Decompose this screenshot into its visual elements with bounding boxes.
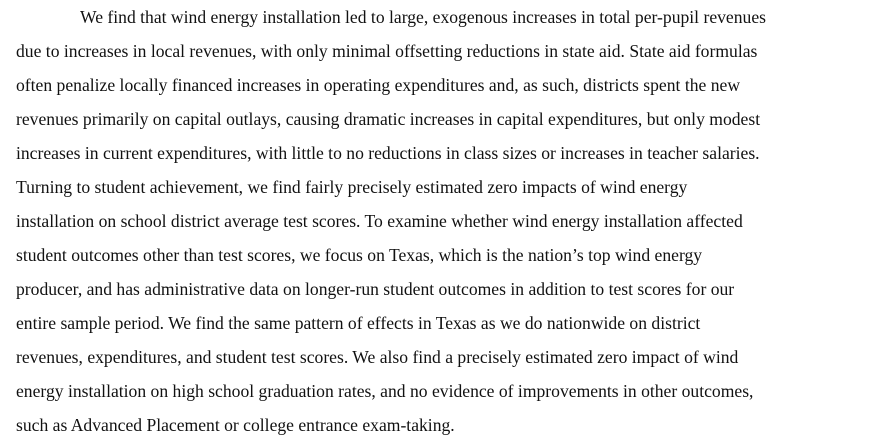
text-line: entire sample period. We find the same pattern of effects in Texas as we do nationwide on district [16, 313, 701, 333]
text-line: such as Advanced Placement or college entrance exam-taking. [16, 415, 455, 435]
text-line: student outcomes other than test scores, we focus on Texas, which is the nation’s top wind energy [16, 245, 703, 265]
text-line: revenues primarily on capital outlays, causing dramatic increases in capital expenditures, but only modest [16, 109, 761, 129]
text-line: energy installation on high school graduation rates, and no evidence of improvements in other outcomes, [16, 381, 754, 401]
text-line: revenues, expenditures, and student test scores. We also find a precisely estimated zero impact of wind [16, 347, 739, 367]
text-line: Turning to student achievement, we find fairly precisely estimated zero impacts of wind energy [16, 177, 688, 197]
text-line: due to increases in local revenues, with only minimal offsetting reductions in state aid. State aid formulas [16, 41, 758, 61]
text-line: often penalize locally financed increases in operating expenditures and, as such, districts spent the new [16, 75, 741, 95]
text-line: increases in current expenditures, with little to no reductions in class sizes or increases in teacher salaries. [16, 143, 760, 163]
text-line: installation on school district average test scores. To examine whether wind energy installation affected [16, 211, 743, 231]
text-line: We find that wind energy installation led to large, exogenous increases in total per-pupil revenues [80, 7, 766, 27]
text-line: producer, and has administrative data on longer-run student outcomes in addition to test scores for our [16, 279, 735, 299]
